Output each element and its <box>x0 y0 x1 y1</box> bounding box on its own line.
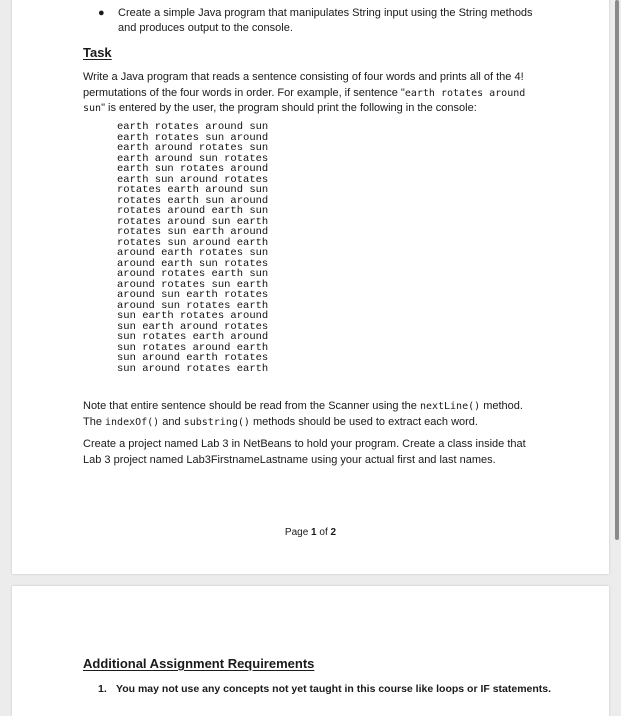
create-project-paragraph: Create a project named Lab 3 in NetBeans to hold your program. Create a class inside that Lab 3 project named Lab3FirstnameLastname using your actual first and last names. <box>83 438 526 466</box>
nextline-code: nextLine() <box>419 401 481 412</box>
page-footer <box>0 527 621 538</box>
note-text-2: method. The <box>83 400 523 428</box>
permutation-line: earth sun around rotates <box>117 173 269 186</box>
permutation-line: rotates earth sun around <box>117 194 269 207</box>
permutation-line: sun around earth rotates <box>117 352 269 364</box>
note-text-3: and <box>159 415 184 428</box>
permutation-line: sun earth rotates around <box>117 310 269 322</box>
task-heading: Task <box>83 45 112 60</box>
permutation-line: rotates sun around earth <box>117 236 269 249</box>
note-text-1: Note that entire sentence should be read from the Scanner using the <box>83 400 420 412</box>
document-page-2 <box>12 586 609 716</box>
permutation-line: around rotates sun earth <box>117 278 269 291</box>
permutation-line: around rotates earth sun <box>117 268 269 280</box>
additional-requirements-heading: Additional Assignment Requirements <box>83 656 315 671</box>
example-sentence-code: earth rotates around sun <box>83 87 526 114</box>
task-text-2: " is entered by the user, the program should print the following in the console: <box>101 102 477 114</box>
permutation-line: sun earth around rotates <box>117 320 269 333</box>
permutation-line: rotates around sun earth <box>117 215 269 228</box>
task-text-1: Write a Java program that reads a sentence consisting of four words and prints all of the 4! permutations of the four words in order. For example, if sentence " <box>83 71 524 99</box>
requirement-number: 1. <box>98 683 107 695</box>
permutation-line: rotates sun earth around <box>117 226 269 238</box>
note-text-4: methods should be used to extract each word. <box>249 415 478 428</box>
current-page-number: 1 <box>311 527 317 538</box>
indexof-code: indexOf() <box>105 416 160 428</box>
bullet-line-2: and produces output to the console. <box>118 22 293 34</box>
requirement-item <box>98 683 551 695</box>
permutation-output-list <box>117 122 268 374</box>
bullet-text <box>118 6 543 36</box>
permutation-line: sun rotates earth around <box>117 331 269 343</box>
requirement-text: You may not use any concepts not yet taught in this course like loops or IF statements. <box>116 683 552 695</box>
substring-code: substring() <box>183 416 250 428</box>
permutation-line: around sun earth rotates <box>117 289 269 301</box>
permutation-line: rotates around earth sun <box>117 205 269 217</box>
permutation-line: earth around rotates sun <box>117 142 269 154</box>
permutation-line: around earth sun rotates <box>117 257 269 270</box>
permutation-line: earth rotates around sun <box>117 121 269 133</box>
scrollbar[interactable] <box>613 0 621 700</box>
permutation-line: earth around sun rotates <box>117 152 269 165</box>
bullet-icon: ● <box>98 7 105 19</box>
footer-middle: of <box>316 527 331 538</box>
task-description <box>83 70 543 117</box>
total-page-number: 2 <box>330 527 337 538</box>
permutation-line: sun rotates around earth <box>117 341 269 354</box>
permutation-line: earth sun rotates around <box>117 163 269 175</box>
note-paragraph <box>83 399 543 430</box>
permutation-line: around sun rotates earth <box>117 299 269 312</box>
bullet-line-1: Create a simple Java program that manipulates String input using the String methods <box>118 7 533 19</box>
permutation-line: earth rotates sun around <box>117 131 269 144</box>
footer-prefix: Page <box>284 527 312 538</box>
scrollbar-thumb[interactable] <box>615 0 619 540</box>
permutation-line: sun around rotates earth <box>117 362 269 375</box>
permutation-line: around earth rotates sun <box>117 247 269 259</box>
permutation-line: rotates earth around sun <box>117 184 269 196</box>
